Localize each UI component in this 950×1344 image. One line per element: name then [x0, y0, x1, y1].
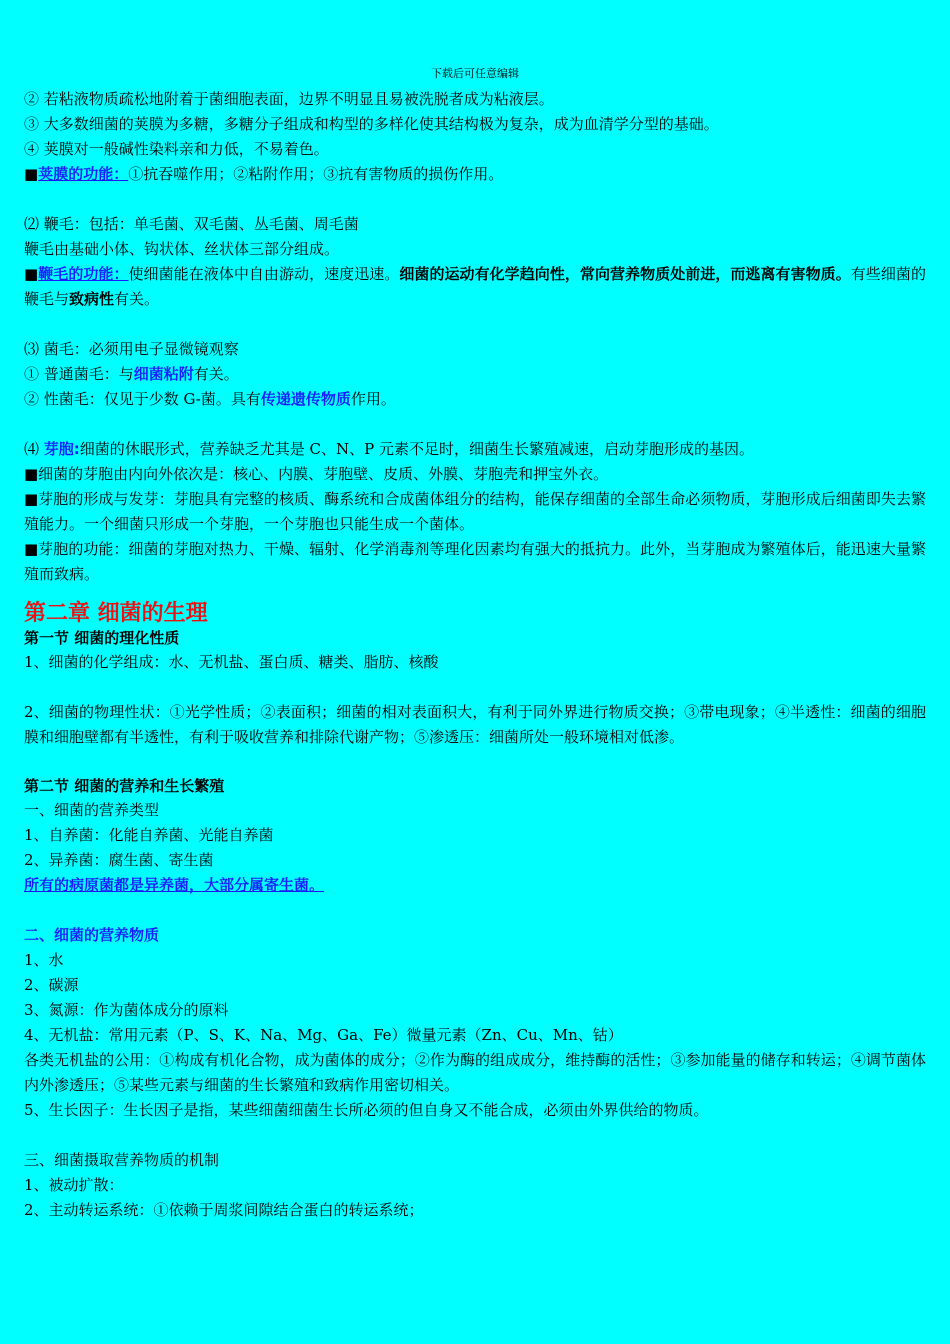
pili-sex-highlight: 传递遗传物质 — [260, 390, 351, 408]
physical-properties: 2、细菌的物理性状：①光学性质；②表面积；细菌的相对表面积大，有利于同外界进行物质交换；③带电现象；④半透性：细菌的细胞膜和细胞壁都有半透性，有利于吸收营养和排除代谢产物；⑤渗透压：细菌所处一般环境相对低渗。 — [24, 703, 926, 746]
chapter-title: 第二章 细菌的生理 — [24, 601, 208, 626]
pili-sex-text-1: ② 性菌毛：仅见于少数 G-菌。具有 — [24, 390, 261, 408]
capsule-function — [24, 162, 926, 187]
autotroph: 1、自养菌：化能自养菌、光能自养菌 — [24, 826, 274, 844]
spore-definition-text: 细菌的休眠形式，营养缺乏尤其是 C、N、P 元素不足时，细菌生长繁殖减速，启动芽胞形成的基因。 — [79, 440, 755, 458]
flagella-tail-1: 有些细菌的鞭毛与 — [24, 265, 926, 308]
mechanism-active: 2、主动转运系统：①依赖于周浆间隙结合蛋白的转运系统； — [24, 1201, 424, 1219]
flagella-structure: 鞭毛由基础小体、钩状体、丝状体三部分组成。 — [24, 240, 340, 258]
spore-function: ■芽胞的功能：细菌的芽胞对热力、干燥、辐射、化学消毒剂等理化因素均有强大的抵抗力。此外，当芽胞成为繁殖体后，能迅速大量繁殖而致病。 — [24, 540, 926, 583]
mechanism-passive: 1、被动扩散： — [24, 1176, 124, 1194]
nutrient-carbon: 2、碳源 — [24, 976, 79, 994]
spore-definition — [24, 437, 926, 462]
page-header: 下载后可任意编辑 — [431, 67, 519, 80]
section-2-title: 第二节 细菌的营养和生长繁殖 — [24, 777, 225, 795]
flagella-chemotaxis: 细菌的运动有化学趋向性，常向营养物质处前进，而逃离有害物质。 — [399, 265, 851, 283]
flagella-pathogenicity: 致病性 — [69, 290, 115, 308]
nutrient-nitrogen: 3、氮源：作为菌体成分的原料 — [24, 1001, 229, 1019]
bullet-square: ■ — [24, 265, 39, 283]
capsule-function-label: 荚膜的功能： — [38, 165, 129, 183]
nutrient-water: 1、水 — [24, 951, 64, 969]
pili-common-highlight: 细菌粘附 — [133, 365, 194, 383]
flagella-function-label: 鞭毛的功能： — [38, 265, 129, 283]
pili-common-text-2: 有关。 — [193, 365, 239, 383]
section-1-title: 第一节 细菌的理化性质 — [24, 629, 180, 647]
bullet-square: ■ — [24, 165, 39, 183]
nutrient-salts: 4、无机盐：常用元素（P、S、K、Na、Mg、Ga、Fe）微量元素（Zn、Cu、Mn、钴） — [24, 1026, 623, 1044]
mechanism-title: 三、细菌摄取营养物质的机制 — [24, 1151, 220, 1169]
capsule-function-text: ①抗吞噬作用；②粘附作用；③抗有害物质的损伤作用。 — [128, 165, 504, 183]
spore-number: ⑷ — [24, 440, 44, 458]
nutrients-title: 二、细菌的营养物质 — [24, 926, 160, 944]
nutrition-types-title: 一、细菌的营养类型 — [24, 801, 160, 819]
capsule-point-2: ② 若粘液物质疏松地附着于菌细胞表面，边界不明显且易被洗脱者成为粘液层。 — [24, 90, 554, 108]
spore-formation: ■芽胞的形成与发芽：芽胞具有完整的核质、酶系统和合成菌体组分的结构，能保存细菌的全部生命必须物质，芽胞形成后细菌即失去繁殖能力。一个细菌只形成一个芽胞，一个芽胞也只能生成一个菌体。 — [24, 490, 926, 533]
spore-label: 芽胞: — [43, 440, 80, 458]
capsule-point-3: ③ 大多数细菌的荚膜为多糖，多糖分子组成和构型的多样化使其结构极为复杂，成为血清学分型的基础。 — [24, 115, 719, 133]
capsule-point-4: ④ 荚膜对一般碱性染料亲和力低，不易着色。 — [24, 140, 329, 158]
pili-sex-text-2: 作用。 — [350, 390, 396, 408]
flagella-function-text: 使细菌能在液体中自由游动，速度迅速。 — [128, 265, 400, 283]
pili-common — [24, 362, 926, 387]
chemical-composition: 1、细菌的化学组成：水、无机盐、蛋白质、糖类、脂肪、核酸 — [24, 653, 439, 671]
spore-layers: ■细菌的芽胞由内向外依次是：核心、内膜、芽胞壁、皮质、外膜、芽胞壳和押宝外衣。 — [24, 465, 609, 483]
flagella-title: ⑵ 鞭毛：包括：单毛菌、双毛菌、丛毛菌、周毛菌 — [24, 215, 359, 233]
heterotroph: 2、异养菌：腐生菌、寄生菌 — [24, 851, 214, 869]
pili-common-text-1: ① 普通菌毛：与 — [24, 365, 134, 383]
pathogen-note: 所有的病原菌都是异养菌，大部分属寄生菌。 — [24, 876, 325, 894]
pili-title: ⑶ 菌毛：必须用电子显微镜观察 — [24, 340, 239, 358]
nutrient-salts-functions: 各类无机盐的公用：①构成有机化合物，成为菌体的成分；②作为酶的组成成分，维持酶的活性；③参加能量的储存和转运；④调节菌体内外渗透压；⑤某些元素与细菌的生长繁殖和致病作用密切相关。 — [24, 1051, 926, 1094]
flagella-function — [24, 262, 926, 312]
nutrient-growth-factor: 5、生长因子：生长因子是指，某些细菌细菌生长所必须的但自身又不能合成，必须由外界供给的物质。 — [24, 1101, 709, 1119]
flagella-tail-2: 有关。 — [114, 290, 160, 308]
pili-sex — [24, 387, 926, 412]
